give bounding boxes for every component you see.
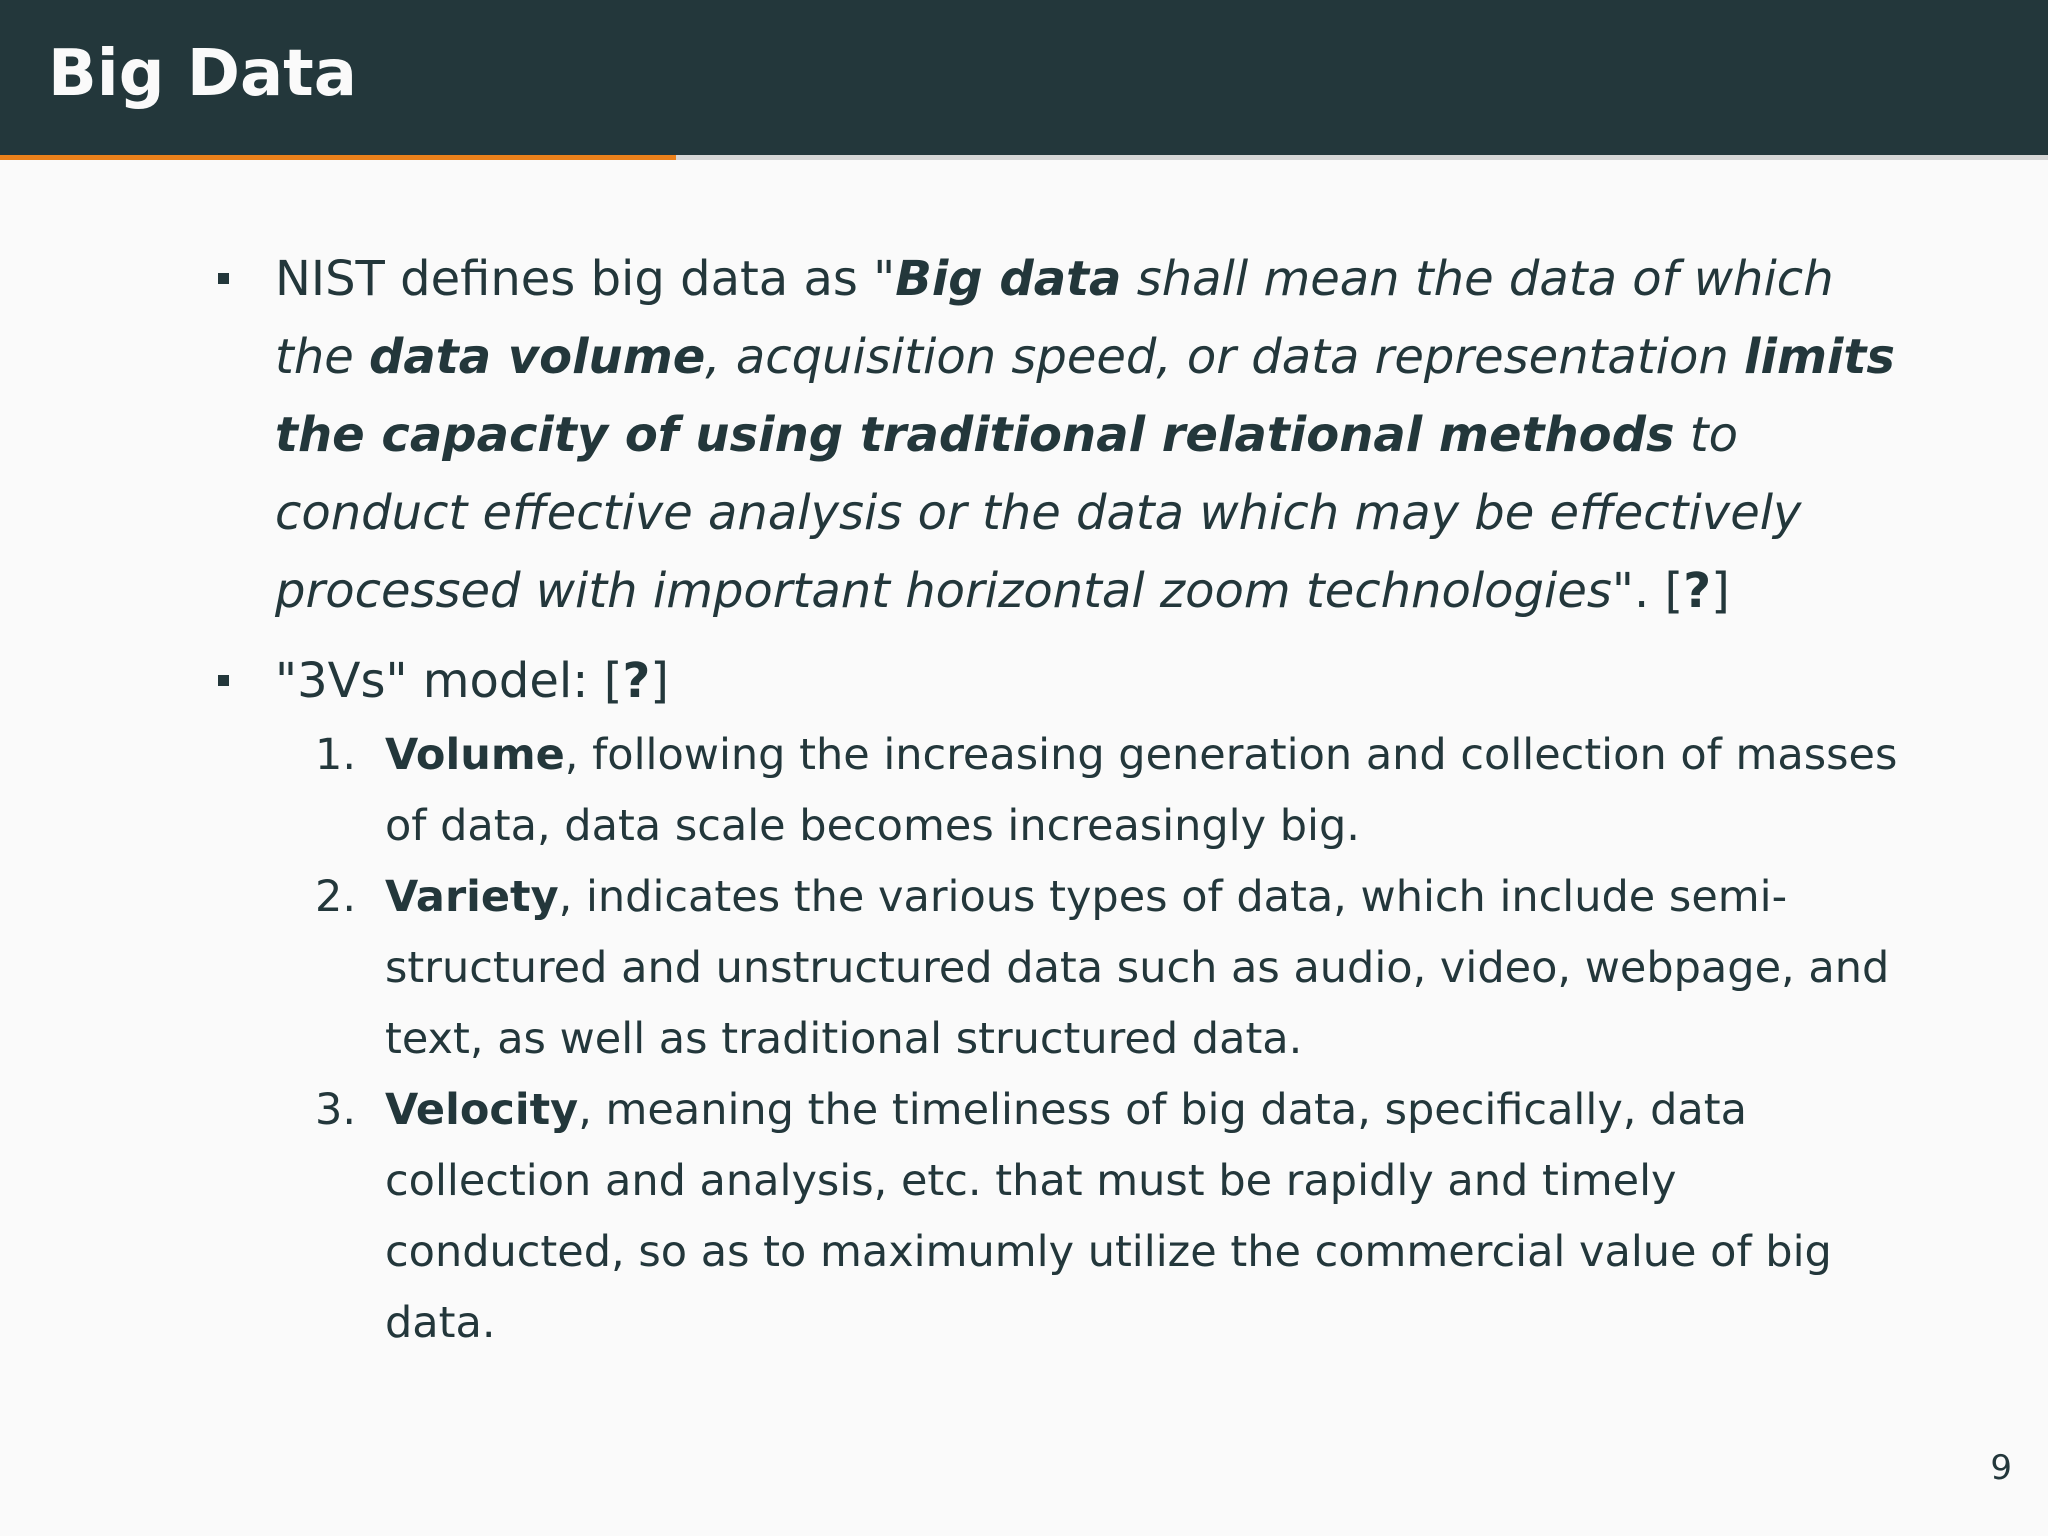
page-number: 9 [1990, 1448, 2012, 1488]
citation-link[interactable]: [?] [603, 653, 670, 709]
quote-bold-limits: limits the capacity of using traditional relational methods [275, 329, 1895, 463]
enum-term: Velocity [385, 1085, 579, 1135]
square-bullet-icon [218, 675, 229, 686]
bullet-3vs-text: "3Vs" model: [275, 653, 589, 709]
quote-text-3: to conduct effective analysis or the data which may be effectively processed with important horizontal zoom technologies [275, 407, 1802, 619]
slide-header [0, 0, 2048, 155]
progress-bar-fill [0, 155, 676, 160]
enum-description: , meaning the timeliness of big data, specifically, data collection and analysis, etc. that must be rapidly and timely conducted, so as to maximumly utilize the commercial value of big data. [385, 1085, 1832, 1348]
bullet-intro: NIST defines big data as [275, 251, 874, 307]
quote-close-mark: ". [1611, 563, 1650, 619]
enum-number: 1. [315, 730, 357, 780]
quote-text-1: shall mean the data of which the [275, 251, 1834, 385]
quote-bold-big-data: Big data [895, 251, 1122, 307]
square-bullet-icon [218, 273, 229, 284]
enum-item-volume [0, 720, 1905, 862]
enum-term: Variety [385, 872, 559, 922]
enum-term: Volume [385, 730, 565, 780]
enum-number: 2. [315, 872, 357, 922]
bullet-nist-definition [0, 240, 1915, 630]
enum-number: 3. [315, 1085, 357, 1135]
quote-text-2: , acquisition speed, or data representation [705, 329, 1745, 385]
progress-bar [0, 155, 2048, 160]
enum-description: , following the increasing generation and collection of masses of data, data scale becomes increasingly big. [385, 730, 1898, 851]
enum-item-velocity [0, 1075, 1905, 1359]
slide-content [0, 240, 2048, 1359]
quote-bold-data-volume: data volume [369, 329, 706, 385]
enum-item-variety [0, 862, 1905, 1075]
enum-description: , indicates the various types of data, which include semi-structured and unstructured data such as audio, video, webpage, and text, as well as traditional structured data. [385, 872, 1890, 1064]
slide-title: Big Data [48, 37, 357, 111]
citation-link[interactable]: [?] [1664, 563, 1730, 619]
quote-open-mark: " [873, 251, 896, 307]
bullet-3vs-model [0, 642, 1915, 720]
